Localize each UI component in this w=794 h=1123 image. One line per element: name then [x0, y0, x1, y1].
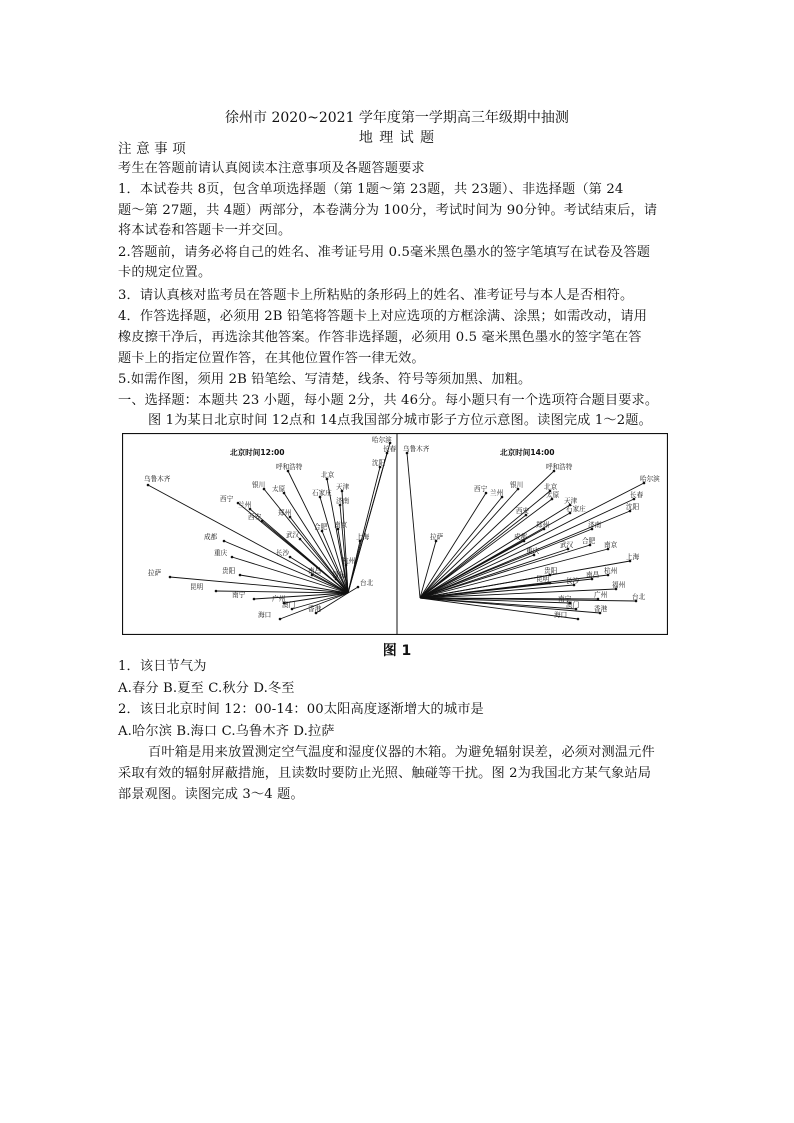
left-city-label: 银川 — [252, 481, 266, 489]
left-city-dot — [147, 484, 150, 487]
right-city-label: 广州 — [594, 591, 608, 599]
right-city-label: 济南 — [588, 521, 602, 529]
left-city-label: 石家庄 — [312, 489, 332, 497]
right-city-label: 台北 — [632, 593, 646, 601]
left-city-label: 北京 — [321, 471, 335, 479]
right-city-label: 上海 — [626, 553, 640, 561]
left-city-label: 郑州 — [278, 509, 292, 517]
right-city-label: 海口 — [554, 611, 568, 619]
notice-line: 4．作答选择题，必须用 2B 铅笔将答题卡上对应选项的方框涂满、涂黑；如需改动，请用 — [118, 309, 648, 324]
left-city-dot — [239, 574, 242, 577]
exam-subject: 地 理 试 题 — [358, 130, 436, 146]
right-city-label: 杭州 — [604, 567, 618, 575]
notice-heading: 注 意 事 项 — [118, 141, 186, 157]
left-city-label: 重庆 — [214, 549, 228, 557]
right-city-label: 合肥 — [582, 537, 596, 545]
right-city-label: 拉萨 — [430, 533, 444, 541]
left-city-label: 乌鲁木齐 — [144, 475, 171, 483]
shadow-diagram-svg — [122, 433, 668, 635]
right-city-label: 西安 — [516, 507, 530, 515]
right-city-label: 南京 — [604, 541, 618, 549]
right-city-label: 乌鲁木齐 — [403, 445, 430, 453]
left-city-label: 上海 — [356, 533, 370, 541]
right-city-label: 沈阳 — [626, 503, 640, 511]
left-city-label: 太原 — [272, 485, 286, 493]
right-city-label: 哈尔滨 — [640, 475, 660, 483]
right-city-label: 重庆 — [526, 547, 540, 555]
left-city-label: 成都 — [204, 533, 218, 541]
figure-1-shadow-diagram — [122, 433, 668, 635]
right-city-label: 福州 — [612, 581, 626, 589]
left-city-label: 兰州 — [238, 501, 252, 509]
section-intro: 图 1为某日北京时间 12点和 14点我国部分城市影子方位示意图。读图完成 1～2题。 — [148, 413, 652, 428]
passage-line: 采取有效的辐射屏蔽措施，且读数时要防止光照、触碰等干扰。图 2为我国北方某气象站局 — [118, 766, 652, 781]
notice-line: 题卡上的指定位置作答，在其他位置作答一律无效。 — [118, 351, 425, 366]
left-city-label: 海口 — [258, 611, 272, 619]
right-city-label: 北京 — [544, 483, 558, 491]
left-city-label: 南宁 — [232, 591, 246, 599]
right-city-label: 南昌 — [586, 571, 600, 579]
question-2-stem: 2．该日北京时间 12：00-14：00太阳高度逐渐增大的城市是 — [118, 702, 484, 717]
left-city-label: 广州 — [272, 595, 286, 603]
left-city-label: 澳门 — [282, 601, 296, 609]
question-1-options: A.春分 B.夏至 C.秋分 D.冬至 — [118, 681, 295, 696]
right-city-label: 呼和浩特 — [546, 463, 573, 471]
passage-line: 部景观图。读图完成 3～4 题。 — [118, 787, 304, 802]
exam-title: 徐州市 2020~2021 学年度第一学期高三年级期中抽测 — [225, 110, 569, 126]
figure-caption: 图 1 — [382, 643, 412, 659]
left-city-label: 西宁 — [220, 495, 234, 503]
notice-line: 卡的规定位置。 — [118, 265, 212, 280]
left-city-dot — [253, 598, 256, 601]
notice-line: 3．请认真核对监考员在答题卡上所粘贴的条形码上的姓名、准考证号与本人是否相符。 — [118, 288, 634, 303]
passage-line: 百叶箱是用来放置测定空气温度和湿度仪器的木箱。为避免辐射误差，必须对测温元件 — [148, 745, 655, 760]
left-city-label: 济南 — [336, 497, 350, 505]
question-2-options: A.哈尔滨 B.海口 C.乌鲁木齐 D.拉萨 — [118, 724, 335, 739]
left-city-label: 天津 — [336, 483, 350, 491]
left-city-dot — [223, 540, 226, 543]
left-city-label: 哈尔滨 — [372, 436, 392, 444]
left-panel-title: 北京时间12:00 — [230, 448, 285, 457]
right-city-label: 兰州 — [490, 489, 504, 497]
right-city-label: 长春 — [630, 491, 644, 499]
right-city-label: 石家庄 — [566, 505, 586, 513]
left-city-label: 贵阳 — [222, 567, 236, 575]
notice-line: 橡皮擦干净后，再选涂其他答案。作答非选择题，必须用 0.5 毫米黑色墨水的签字笔在答 — [118, 330, 642, 345]
right-city-label: 太原 — [546, 491, 560, 499]
right-city-label: 银川 — [510, 481, 524, 489]
left-city-label: 拉萨 — [148, 569, 162, 577]
left-city-label: 南京 — [334, 521, 348, 529]
left-city-label: 西安 — [248, 513, 262, 521]
notice-line: 将本试卷和答题卡一并交回。 — [118, 223, 292, 238]
left-city-label: 台北 — [360, 579, 374, 587]
right-city-label: 郑州 — [536, 521, 550, 529]
notice-line: 题～第 27题，共 4题）两部分，本卷满分为 100分，考试时间为 90分钟。考试结束后，请 — [118, 203, 658, 218]
notice-line: 1．本试卷共 8页，包含单项选择题（第 1题～第 23题，共 23题）、非选择题（第 24 — [118, 182, 624, 197]
left-city-dot — [231, 556, 234, 559]
left-city-label: 香港 — [308, 605, 322, 613]
right-city-label: 香港 — [594, 605, 608, 613]
left-city-label: 呼和浩特 — [276, 463, 303, 471]
left-city-dot — [215, 590, 218, 593]
right-city-label: 贵阳 — [544, 567, 558, 575]
right-city-label: 武汉 — [560, 541, 574, 549]
left-city-label: 合肥 — [314, 523, 328, 531]
section-heading: 一、选择题：本题共 23 小题，每小题 2分，共 46分。每小题只有一个选项符合题目要求。 — [118, 393, 659, 408]
right-city-label: 南宁 — [558, 595, 572, 603]
left-city-label: 福州 — [332, 571, 346, 579]
right-city-label: 西宁 — [474, 485, 488, 493]
right-city-dot — [577, 618, 580, 621]
left-city-dot — [357, 586, 360, 589]
left-city-label: 长沙 — [276, 549, 290, 557]
right-city-label: 天津 — [564, 497, 578, 505]
left-city-label: 南昌 — [308, 567, 322, 575]
right-city-label: 长沙 — [566, 577, 580, 585]
question-1-stem: 1．该日节气为 — [118, 659, 207, 674]
right-city-label: 澳门 — [566, 601, 580, 609]
left-city-dot — [279, 618, 282, 621]
right-panel-title: 北京时间14:00 — [500, 448, 555, 457]
left-city-label: 昆明 — [190, 583, 204, 591]
left-city-label: 沈阳 — [372, 459, 386, 467]
notice-line: 5.如需作图，须用 2B 铅笔绘、写清楚，线条、符号等须加黑、加粗。 — [118, 372, 532, 387]
left-city-label: 杭州 — [342, 557, 356, 565]
notice-intro: 考生在答题前请认真阅读本注意事项及各题答题要求 — [118, 161, 425, 176]
right-city-label: 昆明 — [536, 575, 550, 583]
right-city-label: 成都 — [514, 533, 528, 541]
notice-line: 2.答题前，请务必将自己的姓名、准考证号用 0.5毫米黑色墨水的签字笔填写在试卷及答题 — [118, 245, 651, 260]
left-city-label: 长春 — [383, 445, 397, 453]
left-city-dot — [169, 576, 172, 579]
left-city-label: 武汉 — [286, 531, 300, 539]
